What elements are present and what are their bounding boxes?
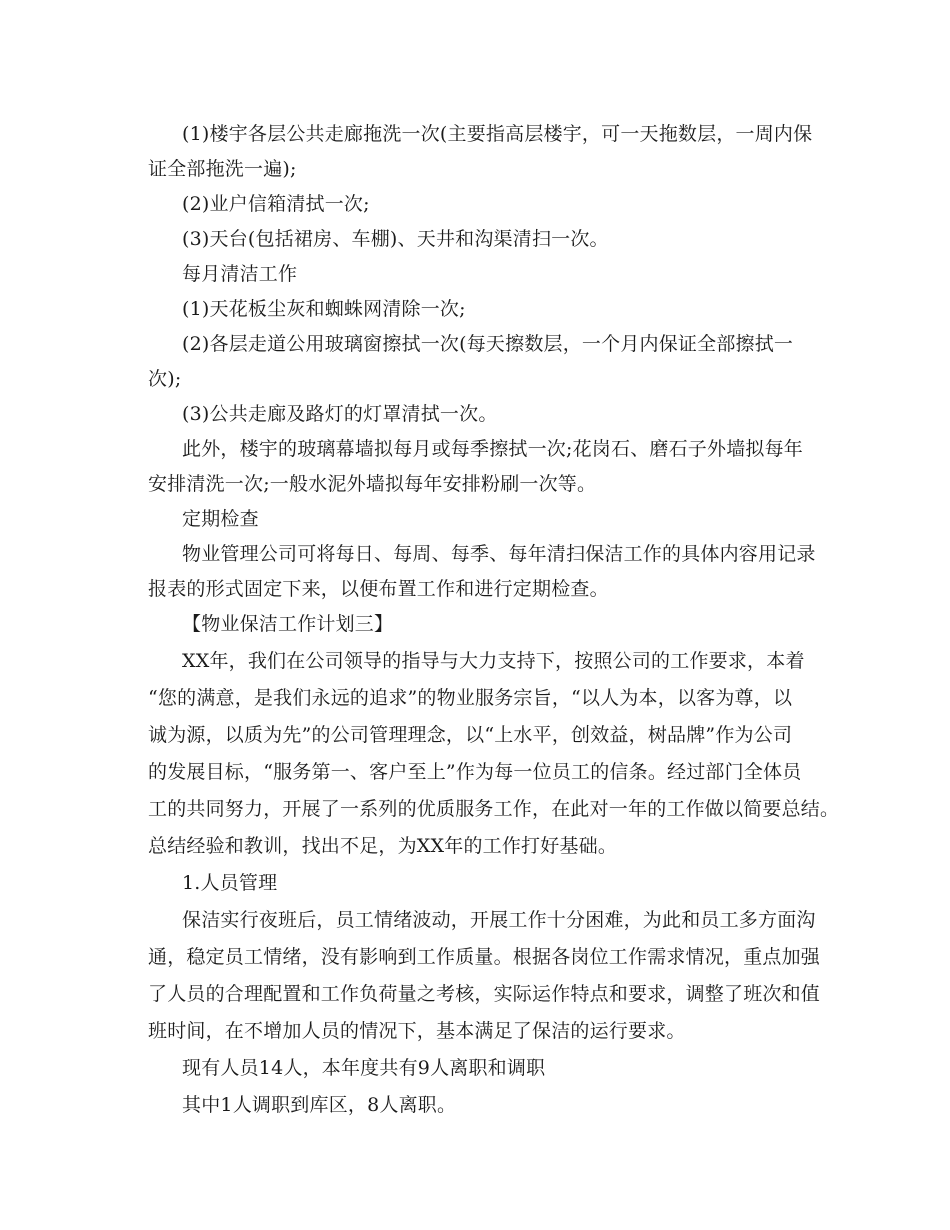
text-line: 次);	[148, 368, 182, 390]
text-line: 通，稳定员工情绪，没有影响到工作质量。根据各岗位工作需求情况，重点加强	[148, 946, 821, 968]
text-line: 报表的形式固定下来，以便布置工作和进行定期检查。	[148, 578, 609, 600]
text-line: 工的共同努力，开展了一系列的优质服务工作，在此对一年的工作做以简要总结。	[148, 798, 840, 820]
text-line: 班时间，在不增加人员的情况下，基本满足了保洁的运行要求。	[148, 1020, 686, 1042]
section-heading: 1.人员管理	[182, 872, 278, 894]
text-line: 总结经验和教训，找出不足，为XX年的工作打好基础。	[148, 835, 618, 857]
text-line: (2)业户信箱清拭一次;	[182, 193, 370, 215]
text-line: 其中1人调职到库区，8人离职。	[182, 1094, 457, 1116]
section-heading: 定期检查	[182, 508, 259, 530]
text-line: (3)天台(包括裙房、车棚)、天井和沟渠清扫一次。	[182, 228, 609, 250]
text-line: 保洁实行夜班后，员工情绪波动，开展工作十分困难，为此和员工多方面沟	[182, 909, 816, 931]
text-line: (3)公共走廊及路灯的灯罩清拭一次。	[182, 403, 498, 425]
text-line: (2)各层走道公用玻璃窗擦拭一次(每天擦数层，一个月内保证全部擦拭一	[182, 333, 794, 355]
text-line: 证全部拖洗一遍);	[148, 158, 297, 180]
text-line: 的发展目标，“服务第一、客户至上”作为每一位员工的信条。经过部门全体员	[148, 761, 802, 783]
text-line: “您的满意，是我们永远的追求”的物业服务宗旨，“以人为本，以客为尊，以	[148, 687, 793, 709]
section-heading: 每月清洁工作	[182, 263, 298, 285]
text-line: 了人员的合理配置和工作负荷量之考核，实际运作特点和要求，调整了班次和值	[148, 983, 821, 1005]
section-title: 【物业保洁工作计划三】	[182, 613, 394, 635]
text-line: 现有人员14人，本年度共有9人离职和调职	[182, 1057, 546, 1079]
text-line: 诚为源，以质为先”的公司管理理念，以“上水平，创效益，树品牌”作为公司	[148, 724, 793, 746]
text-line: (1)天花板尘灰和蜘蛛网清除一次;	[182, 298, 466, 320]
text-line: 此外，楼宇的玻璃幕墙拟每月或每季擦拭一次;花岗石、磨石子外墙拟每年	[182, 438, 804, 460]
text-line: (1)楼宇各层公共走廊拖洗一次(主要指高层楼宇，可一天拖数层，一周内保	[182, 123, 813, 145]
text-line: XX年，我们在公司领导的指导与大力支持下，按照公司的工作要求，本着	[182, 650, 805, 672]
text-line: 安排清洗一次;一般水泥外墙拟每年安排粉刷一次等。	[148, 473, 597, 495]
text-line: 物业管理公司可将每日、每周、每季、每年清扫保洁工作的具体内容用记录	[182, 543, 816, 565]
